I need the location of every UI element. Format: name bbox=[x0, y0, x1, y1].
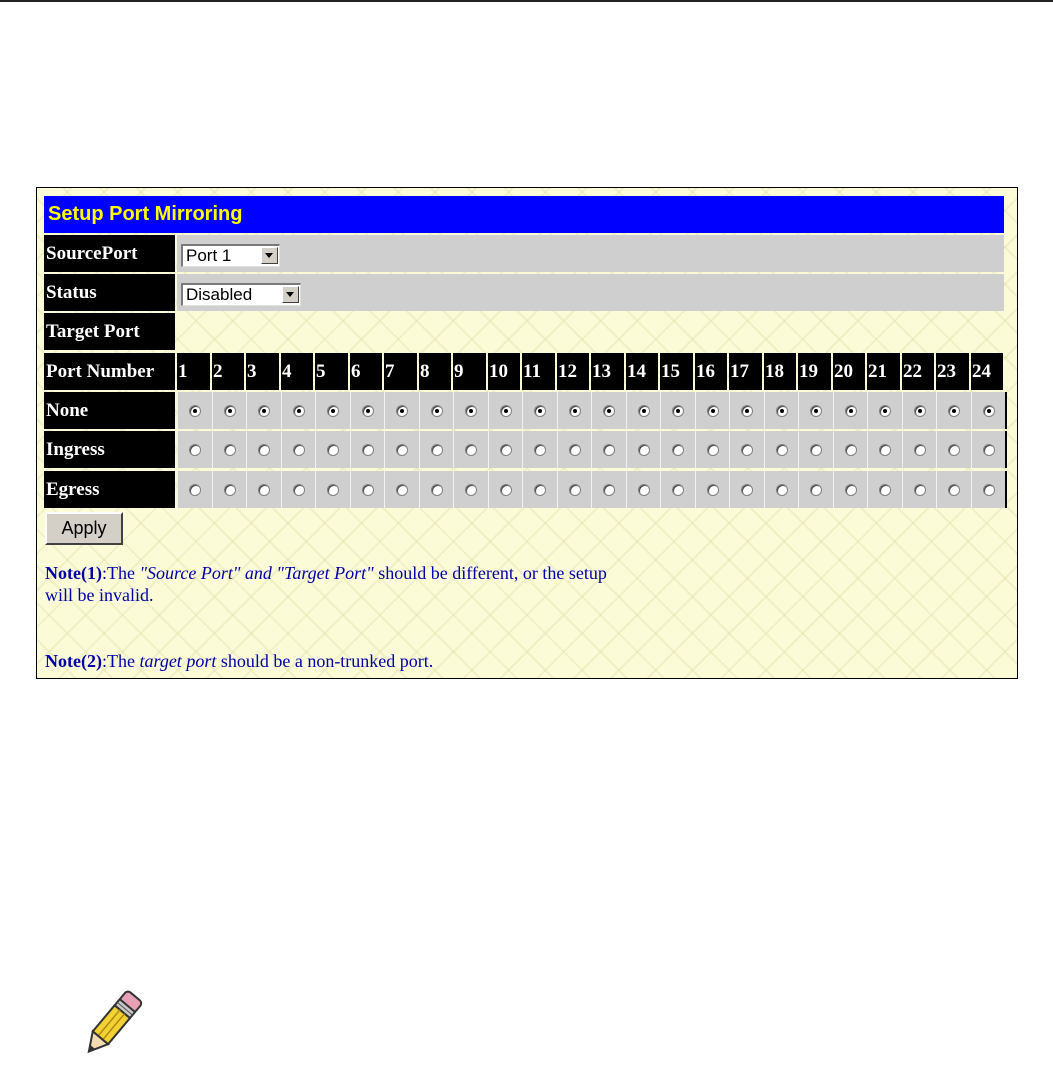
port-3-none-radio[interactable] bbox=[258, 405, 270, 417]
port-radio-cell bbox=[488, 471, 522, 508]
port-radio-cell bbox=[212, 471, 246, 508]
port-9-ingress-radio[interactable] bbox=[465, 444, 477, 456]
port-radio-cell bbox=[384, 471, 419, 508]
note-2-sep: :The bbox=[101, 651, 140, 671]
row-border bbox=[1005, 392, 1007, 429]
port-20-ingress-radio[interactable] bbox=[845, 444, 857, 456]
port-radio-cell bbox=[660, 431, 695, 468]
port-radio-cell bbox=[419, 431, 453, 468]
port-4-ingress-radio[interactable] bbox=[293, 444, 305, 456]
port-radio-cell bbox=[488, 392, 522, 429]
port-5-egress-radio[interactable] bbox=[327, 484, 339, 496]
mode-label-egress: Egress bbox=[44, 471, 175, 508]
port-1-ingress-radio[interactable] bbox=[189, 444, 201, 456]
port-24-ingress-radio[interactable] bbox=[983, 444, 995, 456]
port-21-egress-radio[interactable] bbox=[879, 484, 891, 496]
port-7-egress-radio[interactable] bbox=[396, 484, 408, 496]
port-5-ingress-radio[interactable] bbox=[327, 444, 339, 456]
note-2-prefix: Note(2) bbox=[45, 651, 102, 671]
port-14-ingress-radio[interactable] bbox=[638, 444, 650, 456]
port-radio-cell bbox=[867, 392, 902, 429]
port-radio-cell bbox=[695, 471, 729, 508]
port-radio-cell bbox=[453, 431, 488, 468]
port-22-none-radio[interactable] bbox=[914, 405, 926, 417]
port-radio-cell bbox=[177, 471, 212, 508]
port-12-egress-radio[interactable] bbox=[569, 484, 581, 496]
port-1-none-radio[interactable] bbox=[189, 405, 201, 417]
port-6-none-radio[interactable] bbox=[362, 405, 374, 417]
port-7-none-radio[interactable] bbox=[396, 405, 408, 417]
port-16-egress-radio[interactable] bbox=[707, 484, 719, 496]
port-number-header: 16 bbox=[695, 353, 727, 390]
mode-row-ingress bbox=[44, 431, 1004, 468]
source-port-select[interactable] bbox=[181, 244, 280, 267]
port-radio-cell bbox=[591, 392, 626, 429]
port-number-header: 9 bbox=[453, 353, 486, 390]
port-number-header: 4 bbox=[281, 353, 313, 390]
port-number-row bbox=[44, 353, 1004, 390]
note-2 bbox=[45, 650, 825, 672]
port-11-egress-radio[interactable] bbox=[534, 484, 546, 496]
port-radio-cell bbox=[246, 392, 281, 429]
port-3-ingress-radio[interactable] bbox=[258, 444, 270, 456]
port-15-ingress-radio[interactable] bbox=[672, 444, 684, 456]
target-port-row bbox=[44, 313, 1004, 350]
port-3-egress-radio[interactable] bbox=[258, 484, 270, 496]
port-radio-cell bbox=[867, 471, 902, 508]
port-radio-cell bbox=[453, 471, 488, 508]
port-number-header: 15 bbox=[660, 353, 693, 390]
port-number-header: 6 bbox=[350, 353, 382, 390]
port-radio-cell bbox=[902, 431, 936, 468]
port-radio-cell bbox=[833, 431, 867, 468]
port-radio-cell bbox=[626, 471, 660, 508]
note-2-emphasis: target port bbox=[139, 651, 217, 671]
port-number-header: 13 bbox=[591, 353, 624, 390]
port-4-egress-radio[interactable] bbox=[293, 484, 305, 496]
port-number-header: 2 bbox=[212, 353, 244, 390]
port-radio-cell bbox=[626, 392, 660, 429]
port-radio-cell bbox=[522, 431, 557, 468]
port-radio-cell bbox=[315, 392, 350, 429]
port-radio-cell bbox=[557, 471, 591, 508]
port-15-egress-radio[interactable] bbox=[672, 484, 684, 496]
port-6-egress-radio[interactable] bbox=[362, 484, 374, 496]
port-radio-cell bbox=[419, 471, 453, 508]
port-number-header: 23 bbox=[936, 353, 969, 390]
port-13-egress-radio[interactable] bbox=[603, 484, 615, 496]
port-radio-cell bbox=[936, 392, 971, 429]
port-9-egress-radio[interactable] bbox=[465, 484, 477, 496]
port-15-none-radio[interactable] bbox=[672, 405, 684, 417]
port-number-header: 24 bbox=[971, 353, 1003, 390]
port-radio-cell bbox=[936, 471, 971, 508]
port-radio-cell bbox=[246, 431, 281, 468]
port-radio-cell bbox=[626, 431, 660, 468]
port-number-header: 21 bbox=[867, 353, 900, 390]
port-number-header: 7 bbox=[384, 353, 417, 390]
port-radio-cell bbox=[798, 471, 833, 508]
port-24-none-radio[interactable] bbox=[983, 405, 995, 417]
port-number-header: 12 bbox=[557, 353, 589, 390]
port-radio-cell bbox=[522, 392, 557, 429]
note-1-emphasis: "Source Port" and "Target Port" bbox=[139, 563, 374, 583]
port-13-ingress-radio[interactable] bbox=[603, 444, 615, 456]
port-13-none-radio[interactable] bbox=[603, 405, 615, 417]
port-12-none-radio[interactable] bbox=[569, 405, 581, 417]
port-radio-cell bbox=[695, 431, 729, 468]
panel-title: Setup Port Mirroring bbox=[44, 196, 1004, 233]
port-radio-cell bbox=[315, 471, 350, 508]
port-radio-cell bbox=[384, 431, 419, 468]
port-radio-cell bbox=[936, 431, 971, 468]
status-value: Disabled bbox=[186, 285, 253, 304]
port-19-none-radio[interactable] bbox=[810, 405, 822, 417]
port-radio-cell bbox=[281, 431, 315, 468]
top-rule bbox=[0, 0, 1053, 2]
port-radio-cell bbox=[729, 392, 764, 429]
port-number-header: 19 bbox=[798, 353, 831, 390]
port-24-egress-radio[interactable] bbox=[983, 484, 995, 496]
port-radio-cell bbox=[522, 471, 557, 508]
row-border bbox=[1005, 471, 1007, 508]
port-2-egress-radio[interactable] bbox=[224, 484, 236, 496]
port-18-ingress-radio[interactable] bbox=[776, 444, 788, 456]
mode-label-none: None bbox=[44, 392, 175, 429]
port-radio-cell bbox=[419, 392, 453, 429]
port-19-egress-radio[interactable] bbox=[810, 484, 822, 496]
port-5-none-radio[interactable] bbox=[327, 405, 339, 417]
port-16-none-radio[interactable] bbox=[707, 405, 719, 417]
port-14-egress-radio[interactable] bbox=[638, 484, 650, 496]
port-22-egress-radio[interactable] bbox=[914, 484, 926, 496]
port-radio-cell bbox=[867, 431, 902, 468]
note-1-prefix: Note(1) bbox=[45, 563, 102, 583]
port-22-ingress-radio[interactable] bbox=[914, 444, 926, 456]
status-cell bbox=[177, 274, 1004, 311]
port-radio-cell bbox=[764, 471, 798, 508]
port-number-header: 8 bbox=[419, 353, 451, 390]
port-10-egress-radio[interactable] bbox=[500, 484, 512, 496]
port-21-ingress-radio[interactable] bbox=[879, 444, 891, 456]
port-radio-cell bbox=[971, 431, 1005, 468]
port-16-ingress-radio[interactable] bbox=[707, 444, 719, 456]
port-radio-cell bbox=[177, 431, 212, 468]
port-radio-cell bbox=[729, 471, 764, 508]
chevron-down-icon[interactable] bbox=[261, 247, 278, 264]
note-2-text: should be a non-trunked port. bbox=[216, 651, 434, 671]
port-10-none-radio[interactable] bbox=[500, 405, 512, 417]
port-radio-cell bbox=[281, 471, 315, 508]
port-radio-cell bbox=[350, 471, 384, 508]
port-number-header: 5 bbox=[315, 353, 348, 390]
port-radio-cell bbox=[453, 392, 488, 429]
port-18-none-radio[interactable] bbox=[776, 405, 788, 417]
mode-row-none bbox=[44, 392, 1004, 429]
port-radio-cell bbox=[212, 392, 246, 429]
row-border bbox=[1005, 431, 1007, 468]
port-number-header: 10 bbox=[488, 353, 520, 390]
port-number-header: 3 bbox=[246, 353, 279, 390]
port-radio-cell bbox=[591, 431, 626, 468]
port-23-none-radio[interactable] bbox=[948, 405, 960, 417]
port-11-none-radio[interactable] bbox=[534, 405, 546, 417]
port-number-header: 17 bbox=[729, 353, 762, 390]
port-20-egress-radio[interactable] bbox=[845, 484, 857, 496]
port-6-ingress-radio[interactable] bbox=[362, 444, 374, 456]
port-19-ingress-radio[interactable] bbox=[810, 444, 822, 456]
port-2-ingress-radio[interactable] bbox=[224, 444, 236, 456]
status-label: Status bbox=[44, 274, 175, 311]
port-1-egress-radio[interactable] bbox=[189, 484, 201, 496]
port-radio-cell bbox=[315, 431, 350, 468]
port-10-ingress-radio[interactable] bbox=[500, 444, 512, 456]
port-radio-cell bbox=[212, 431, 246, 468]
port-radio-cell bbox=[557, 392, 591, 429]
port-8-none-radio[interactable] bbox=[431, 405, 443, 417]
port-23-egress-radio[interactable] bbox=[948, 484, 960, 496]
port-radio-cell bbox=[177, 392, 212, 429]
port-mirroring-panel bbox=[36, 187, 1018, 679]
port-radio-cell bbox=[729, 431, 764, 468]
port-radio-cell bbox=[902, 471, 936, 508]
port-radio-cell bbox=[833, 392, 867, 429]
port-radio-cell bbox=[591, 471, 626, 508]
port-number-header: 18 bbox=[764, 353, 796, 390]
port-radio-cell bbox=[557, 431, 591, 468]
port-radio-cell bbox=[488, 431, 522, 468]
target-port-label: Target Port bbox=[44, 313, 175, 350]
port-20-none-radio[interactable] bbox=[845, 405, 857, 417]
status-select[interactable] bbox=[181, 283, 301, 306]
port-number-header: 11 bbox=[522, 353, 555, 390]
port-8-egress-radio[interactable] bbox=[431, 484, 443, 496]
port-9-none-radio[interactable] bbox=[465, 405, 477, 417]
pencil-icon bbox=[72, 984, 152, 1064]
port-18-egress-radio[interactable] bbox=[776, 484, 788, 496]
port-17-egress-radio[interactable] bbox=[741, 484, 753, 496]
mode-label-ingress: Ingress bbox=[44, 431, 175, 468]
note-1 bbox=[45, 562, 825, 606]
source-port-row bbox=[44, 235, 1004, 272]
port-8-ingress-radio[interactable] bbox=[431, 444, 443, 456]
port-11-ingress-radio[interactable] bbox=[534, 444, 546, 456]
port-14-none-radio[interactable] bbox=[638, 405, 650, 417]
port-radio-cell bbox=[798, 392, 833, 429]
port-17-none-radio[interactable] bbox=[741, 405, 753, 417]
chevron-down-icon[interactable] bbox=[282, 286, 299, 303]
note-1-sep: :The bbox=[101, 563, 140, 583]
port-radio-cell bbox=[833, 471, 867, 508]
port-2-none-radio[interactable] bbox=[224, 405, 236, 417]
port-number-header: 22 bbox=[902, 353, 934, 390]
source-port-cell bbox=[177, 235, 1004, 272]
note-1-line2: will be invalid. bbox=[45, 585, 154, 605]
port-radio-cell bbox=[971, 392, 1005, 429]
port-12-ingress-radio[interactable] bbox=[569, 444, 581, 456]
note-1-text: should be different, or the setup bbox=[373, 563, 607, 583]
port-radio-cell bbox=[971, 471, 1005, 508]
status-row bbox=[44, 274, 1004, 311]
port-radio-cell bbox=[281, 392, 315, 429]
port-radio-cell bbox=[764, 392, 798, 429]
port-number-header: 14 bbox=[626, 353, 658, 390]
port-radio-cell bbox=[350, 431, 384, 468]
port-radio-cell bbox=[660, 392, 695, 429]
port-21-none-radio[interactable] bbox=[879, 405, 891, 417]
mode-row-egress bbox=[44, 471, 1004, 508]
source-port-label: SourcePort bbox=[44, 235, 175, 272]
port-radio-cell bbox=[902, 392, 936, 429]
port-17-ingress-radio[interactable] bbox=[741, 444, 753, 456]
port-23-ingress-radio[interactable] bbox=[948, 444, 960, 456]
port-number-label: Port Number bbox=[44, 353, 175, 390]
port-number-header: 1 bbox=[177, 353, 210, 390]
port-radio-cell bbox=[798, 431, 833, 468]
apply-button[interactable]: Apply bbox=[45, 512, 123, 545]
port-number-header: 20 bbox=[833, 353, 865, 390]
port-7-ingress-radio[interactable] bbox=[396, 444, 408, 456]
port-radio-cell bbox=[246, 471, 281, 508]
port-radio-cell bbox=[764, 431, 798, 468]
port-radio-cell bbox=[660, 471, 695, 508]
port-radio-cell bbox=[350, 392, 384, 429]
port-4-none-radio[interactable] bbox=[293, 405, 305, 417]
port-radio-cell bbox=[695, 392, 729, 429]
port-radio-cell bbox=[384, 392, 419, 429]
source-port-value: Port 1 bbox=[186, 246, 232, 265]
